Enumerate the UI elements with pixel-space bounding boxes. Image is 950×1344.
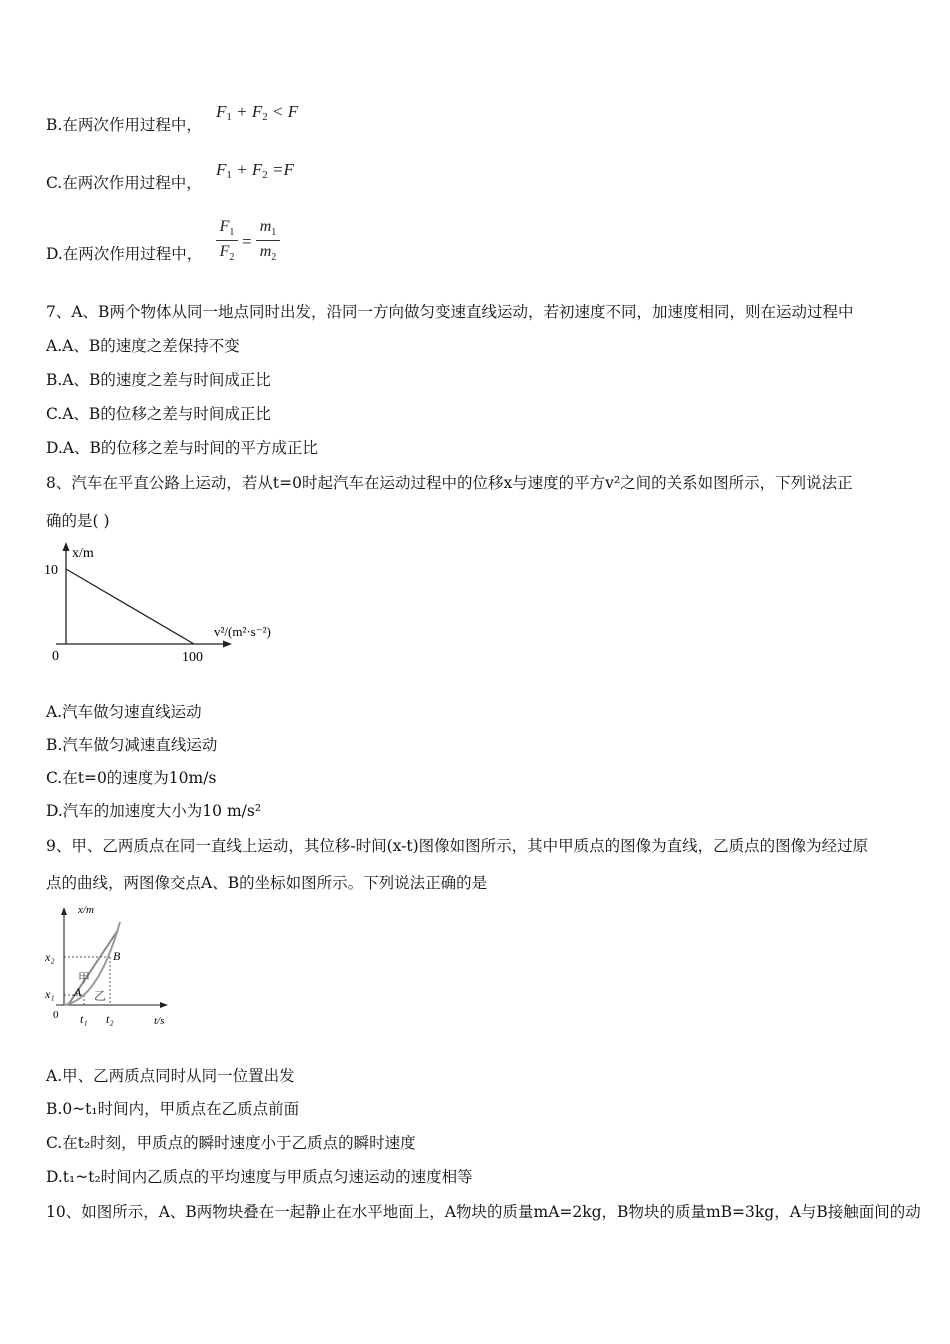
q8-x-tick: 100 [182, 650, 203, 665]
q7-option-a: A.A、B的速度之差保持不变 [46, 337, 240, 355]
q9-stem-line2: 点的曲线，两图像交点A、B的坐标如图所示。下列说法正确的是 [46, 874, 488, 892]
q9-option-a: A.甲、乙两质点同时从同一位置出发 [46, 1067, 295, 1085]
q9-y-label: x/m [78, 904, 94, 916]
q6-option-c-formula: $F_1 + F_2 =F$ [216, 160, 294, 181]
q9-yi-label: 乙 [94, 989, 107, 1003]
q8-stem-line1: 8、汽车在平直公路上运动，若从t=0时起汽车在运动过程中的位移x与速度的平方v²之间的关系如图所示，下列说法正 [46, 474, 853, 492]
q8-option-b: B.汽车做匀减速直线运动 [46, 736, 218, 754]
q7-option-d: D.A、B的位移之差与时间的平方成正比 [46, 439, 318, 457]
q6-option-d: D.在两次作用过程中， [46, 245, 203, 263]
q6-option-b-formula: $F_1 + F_2 < F$ [216, 102, 299, 123]
q8-option-d: D.汽车的加速度大小为10 m/s² [46, 802, 262, 820]
q6-option-d-equals: = [242, 232, 252, 251]
q8-stem-line2: 确的是( ) [46, 512, 110, 530]
q7-option-c: C.A、B的位移之差与时间成正比 [46, 405, 271, 423]
q9-graph [42, 900, 182, 1032]
q8-x-arrow [223, 641, 232, 648]
q8-option-a: A.汽车做匀速直线运动 [46, 703, 202, 721]
q8-graph [40, 540, 300, 670]
q9-x2-label: x₂ [45, 950, 55, 964]
q9-option-c: C.在t₂时刻，甲质点的瞬时速度小于乙质点的瞬时速度 [46, 1134, 416, 1152]
q8-y-tick: 10 [44, 563, 58, 578]
q9-x1-label: x₁ [45, 987, 55, 1001]
q9-origin: 0 [53, 1009, 59, 1021]
q10-stem: 10、如图所示，A、B两物块叠在一起静止在水平地面上，A物块的质量mA=2kg，B物块的质量mB=3kg，A与B接触面间的动 [46, 1203, 921, 1221]
q8-y-arrow [63, 542, 70, 551]
q9-t1-label: t₁ [80, 1012, 88, 1026]
q8-origin: 0 [52, 649, 59, 664]
q6-option-c: C.在两次作用过程中， [46, 174, 202, 192]
q9-x-arrow [160, 1002, 168, 1008]
q8-option-c: C.在t=0的速度为10m/s [46, 769, 217, 787]
q6-option-b: B.在两次作用过程中， [46, 116, 202, 134]
q7-stem: 7、A、B两个物体从同一地点同时出发，沿同一方向做匀变速直线运动，若初速度不同，加速度相同，则在运动过程中 [46, 303, 854, 321]
q7-option-b: B.A、B的速度之差与时间成正比 [46, 371, 271, 389]
q9-x-label: t/s [154, 1015, 165, 1027]
q6-option-d-fraction-left: $F_1$ $F_2$ [216, 218, 238, 263]
q8-y-label: x/m [72, 546, 94, 561]
q9-option-b: B.0~t₁时间内，甲质点在乙质点前面 [46, 1100, 300, 1118]
q9-point-b: B [113, 949, 121, 963]
q9-stem-line1: 9、甲、乙两质点在同一直线上运动，其位移-时间(x-t)图像如图所示，其中甲质点的图像为直线，乙质点的图像为经过原 [46, 837, 869, 855]
q8-x-label: v²/(m²·s⁻²) [214, 624, 271, 639]
q9-option-d: D.t₁~t₂时间内乙质点的平均速度与甲质点匀速运动的速度相等 [46, 1168, 473, 1186]
q9-point-a: A [74, 985, 82, 999]
q9-y-arrow [61, 907, 67, 915]
q9-yi-curve [64, 922, 120, 1005]
q6-option-d-fraction-right: $m_1$ $m_2$ [256, 218, 280, 263]
q9-jia-label: 甲 [78, 971, 91, 985]
q8-series-line [66, 569, 194, 644]
q9-t2-label: t₂ [106, 1012, 114, 1026]
